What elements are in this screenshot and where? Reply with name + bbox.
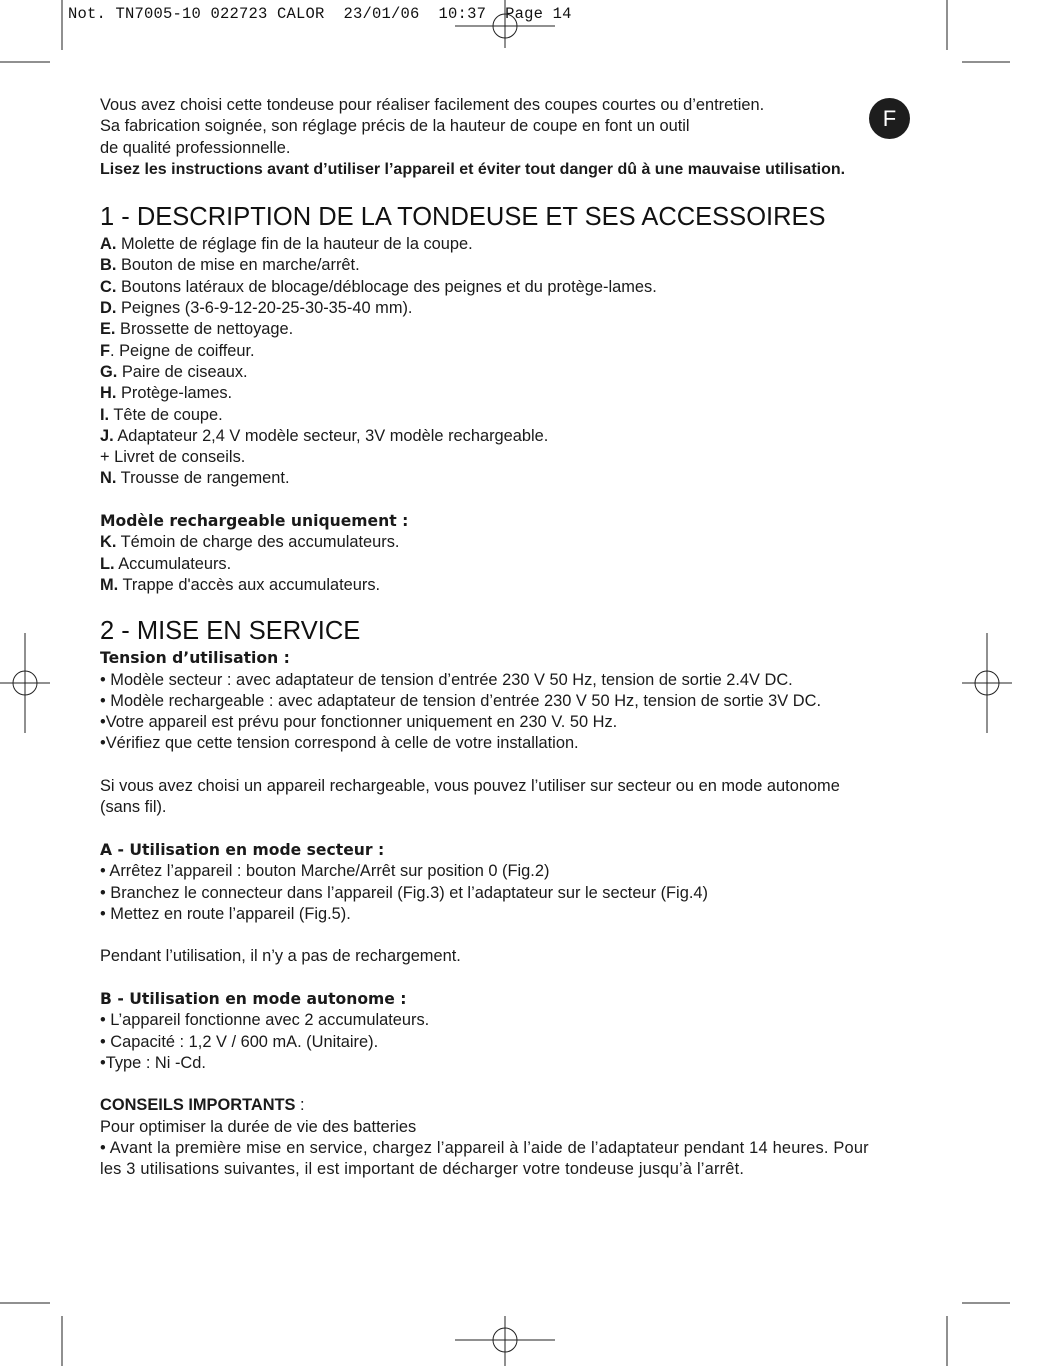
mode-b-item: •Type : Ni -Cd. xyxy=(100,1053,206,1072)
language-badge: F xyxy=(869,98,910,139)
list-item: I. Tête de coupe. xyxy=(100,405,223,424)
conseils-item: • Avant la première mise en service, chargez l’appareil à l’aide de l’adaptateur pendant 14 heures. Pour les 3 utilisations suivantes, il est important de décharger votre tondeuse jusqu’à l’arrêt. xyxy=(100,1139,869,1179)
list-item: M. Trappe d'accès aux accumulateurs. xyxy=(100,575,381,594)
list-item: K. Témoin de charge des accumulateurs. xyxy=(100,533,400,552)
intro-line-2: Sa fabrication soignée, son réglage précis de la hauteur de coupe en font un outil xyxy=(100,117,690,136)
rechargeable-note: Si vous avez choisi un appareil rechargeable, vous pouvez l’utiliser sur secteur ou en mode autonome (sans fil). xyxy=(100,777,840,817)
list-item: L. Accumulateurs. xyxy=(100,554,232,573)
conseils-heading: CONSEILS IMPORTANTS xyxy=(100,1096,296,1115)
mode-b-item: • L’appareil fonctionne avec 2 accumulateurs. xyxy=(100,1011,430,1030)
mode-b-heading: B - Utilisation en mode autonome : xyxy=(100,989,407,1008)
mode-a-note: Pendant l’utilisation, il n’y a pas de rechargement. xyxy=(100,947,461,966)
mode-a-heading: A - Utilisation en mode secteur : xyxy=(100,840,385,859)
mode-a-item: • Mettez en route l’appareil (Fig.5). xyxy=(100,904,351,923)
tension-item: • Modèle rechargeable : avec adaptateur de tension d’entrée 230 V 50 Hz, tension de sortie 3V DC. xyxy=(100,691,821,710)
tension-item: •Vérifiez que cette tension correspond à celle de votre installation. xyxy=(100,734,579,753)
conseils-intro: Pour optimiser la durée de vie des batteries xyxy=(100,1117,417,1136)
list-item: C. Boutons latéraux de blocage/déblocage des peignes et du protège-lames. xyxy=(100,277,657,296)
tension-item: • Modèle secteur : avec adaptateur de tension d’entrée 230 V 50 Hz, tension de sortie 2.4V DC. xyxy=(100,670,793,689)
mode-a-item: • Branchez le connecteur dans l’appareil (Fig.3) et l’adaptateur sur le secteur (Fig.4) xyxy=(100,883,708,902)
conseils-heading-line: CONSEILS IMPORTANTS : xyxy=(100,1096,305,1115)
rechargeable-list xyxy=(100,532,900,596)
section-1-title: 1 - DESCRIPTION DE LA TONDEUSE ET SES ACCESSOIRES xyxy=(100,203,826,232)
list-item: H. Protège-lames. xyxy=(100,384,233,403)
mode-a-item: • Arrêtez l’appareil : bouton Marche/Arrêt sur position 0 (Fig.2) xyxy=(100,862,550,881)
print-header: Not. TN7005-10 022723 CALOR 23/01/06 10:37 Page 14 xyxy=(68,5,572,23)
tension-heading: Tension d’utilisation : xyxy=(100,649,290,668)
accessory-list xyxy=(100,234,900,490)
intro-line-3: de qualité professionnelle. xyxy=(100,138,291,157)
list-item: D. Peignes (3-6-9-12-20-25-30-35-40 mm). xyxy=(100,299,413,318)
list-item: G. Paire de ciseaux. xyxy=(100,362,248,381)
section-2-title: 2 - MISE EN SERVICE xyxy=(100,617,361,646)
list-item: F. Peigne de coiffeur. xyxy=(100,341,255,360)
list-item: B. Bouton de mise en marche/arrêt. xyxy=(100,256,360,275)
list-item: A. Molette de réglage fin de la hauteur de la coupe. xyxy=(100,235,473,254)
intro-line-1: Vous avez choisi cette tondeuse pour réaliser facilement des coupes courtes ou d’entretien. xyxy=(100,96,765,114)
intro-warning: Lisez les instructions avant d’utiliser l’appareil et éviter tout danger dû à une mauvaise utilisation. xyxy=(100,160,846,178)
document-body xyxy=(100,95,900,1181)
list-item: J. Adaptateur 2,4 V modèle secteur, 3V modèle rechargeable. xyxy=(100,426,549,445)
tension-item: •Votre appareil est prévu pour fonctionner uniquement en 230 V. 50 Hz. xyxy=(100,713,618,732)
list-item: N. Trousse de rangement. xyxy=(100,469,290,488)
list-item: + Livret de conseils. xyxy=(100,448,246,467)
mode-b-item: • Capacité : 1,2 V / 600 mA. (Unitaire). xyxy=(100,1032,379,1051)
list-item: E. Brossette de nettoyage. xyxy=(100,320,294,339)
rechargeable-heading: Modèle rechargeable uniquement : xyxy=(100,512,409,531)
